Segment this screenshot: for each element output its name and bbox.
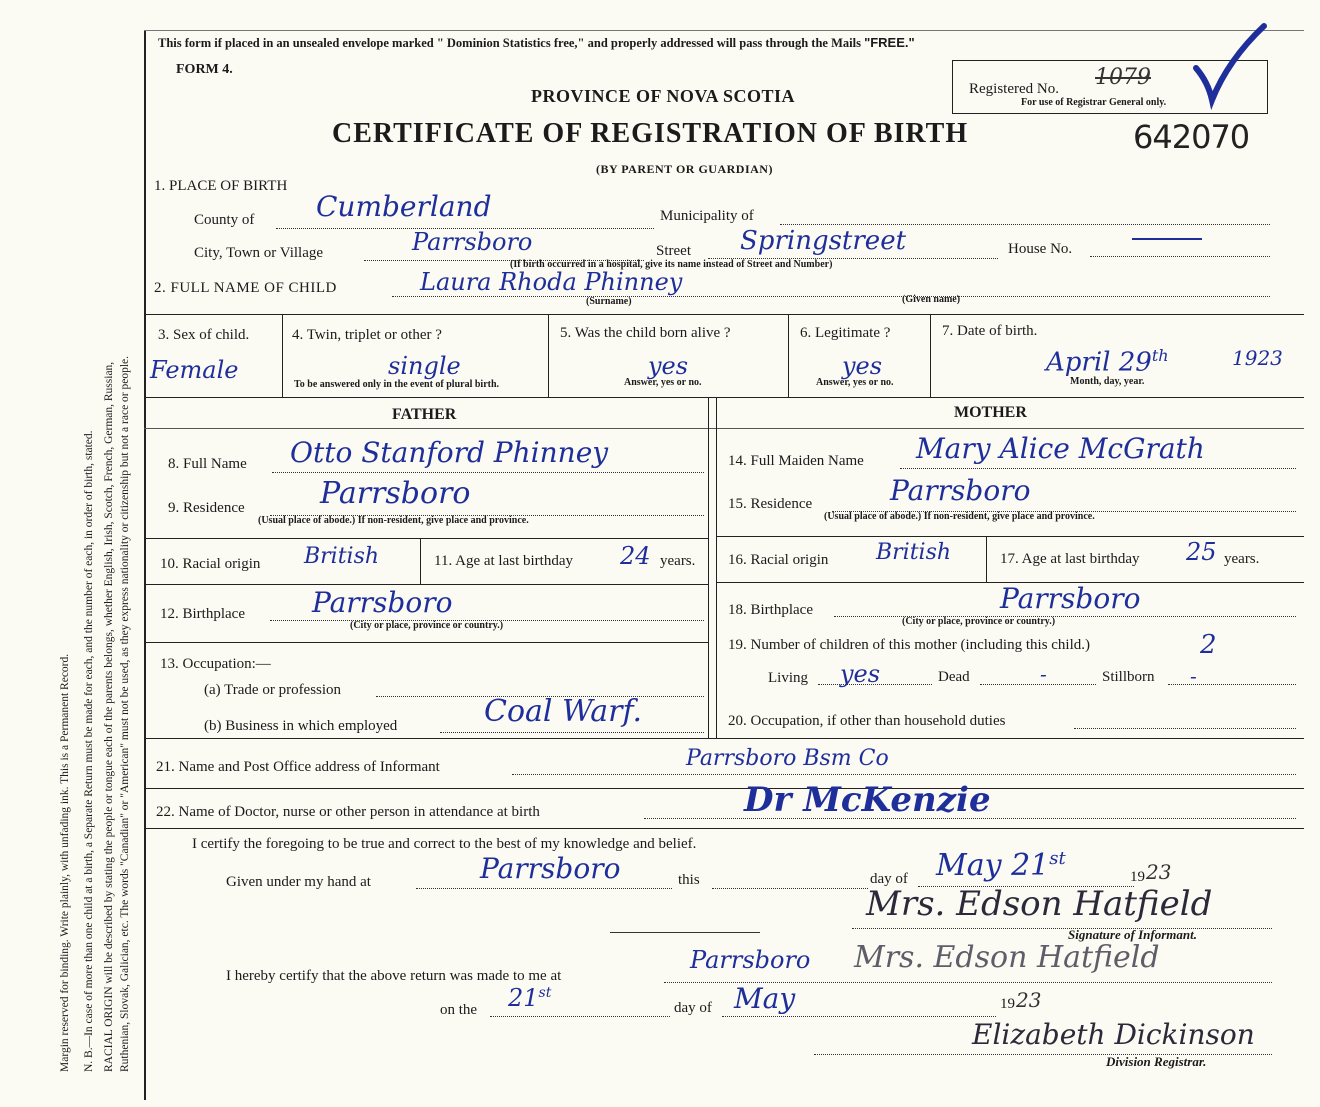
business-value: Coal Warf. [484, 694, 643, 729]
page-title: CERTIFICATE OF REGISTRATION OF BIRTH [332, 118, 969, 149]
born-alive-note: Answer, yes or no. [624, 377, 702, 388]
registrar-place-value: Parrsboro [690, 946, 811, 974]
mother-race-value: British [876, 540, 952, 565]
registrar-year-value: 23 [1016, 988, 1042, 1012]
dob-note: Month, day, year. [1070, 376, 1145, 387]
twin-label: 4. Twin, triplet or other ? [292, 327, 442, 343]
father-residence-label: 9. Residence [168, 500, 245, 516]
given-year-value: 23 [1146, 860, 1172, 884]
registrar-month-value: May [734, 982, 796, 1015]
mother-age-value: 25 [1186, 538, 1217, 566]
registered-number: 1079 [1095, 65, 1151, 90]
mother-birthplace-note: (City or place, province or country.) [902, 616, 1056, 627]
business-label: (b) Business in which employed [204, 718, 398, 734]
place-of-birth-heading: 1. PLACE OF BIRTH [154, 178, 288, 194]
born-alive-value: yes [648, 352, 689, 380]
center-divider [708, 398, 709, 738]
hospital-note: (If birth occurred in a hospital, give its name instead of Street and Number) [510, 259, 833, 270]
mother-birthplace-label: 18. Birthplace [728, 602, 813, 618]
form-number: FORM 4. [176, 62, 233, 77]
on-the-label: on the [440, 1002, 478, 1018]
house-number-label: House No. [1008, 241, 1073, 257]
margin-note-racial-origin-cont: Ruthenian, Slovak, Galician, etc. The words "Canadian" or "American" must not be used, as they express nationality or citizenship but not a race or people. [119, 355, 131, 1072]
father-race-value: British [304, 544, 380, 569]
mother-years-label: years. [1224, 551, 1260, 567]
mother-occupation-label: 20. Occupation, if other than household duties [728, 713, 1006, 729]
living-label: Living [768, 670, 808, 686]
mother-residence-label: 15. Residence [728, 496, 813, 512]
mother-age-label: 17. Age at last birthday [1000, 551, 1140, 567]
this-label: this [678, 872, 700, 888]
given-name-note: (Given name) [902, 294, 961, 305]
registrar-use-note: For use of Registrar General only. [1021, 97, 1167, 108]
day-of-label: day of [870, 871, 908, 887]
given-year-prefix: 19 [1130, 869, 1145, 885]
given-date-value: May 21st [936, 848, 1066, 883]
dob-year: 1923 [1232, 346, 1283, 370]
registrar-day-value: 21st [508, 984, 552, 1012]
city-label: City, Town or Village [194, 245, 324, 261]
top-border [144, 30, 1304, 31]
given-under-label: Given under my hand at [226, 874, 371, 890]
father-heading: FATHER [392, 406, 457, 423]
father-name-label: 8. Full Name [168, 456, 247, 472]
legitimate-label: 6. Legitimate ? [800, 325, 891, 341]
legitimate-note: Answer, yes or no. [816, 377, 894, 388]
municipality-label: Municipality of [660, 208, 754, 224]
father-age-label: 11. Age at last birthday [434, 553, 573, 569]
mail-note: This form if placed in an unsealed envelope marked " Dominion Statistics free," and properly addressed will pass through the Mails "FREE." [158, 35, 915, 50]
county-label: County of [194, 212, 255, 228]
informant-signature: Mrs. Edson Hatfield [866, 884, 1213, 924]
stillborn-value: - [1190, 664, 1197, 688]
children-count-value: 2 [1200, 630, 1217, 660]
doctor-value: Dr McKenzie [744, 780, 991, 820]
page-subtitle: (BY PARENT OR GUARDIAN) [596, 162, 773, 176]
certify-statement: I certify the foregoing to be true and correct to the best of my knowledge and belief. [192, 836, 697, 852]
dead-value: - [1040, 662, 1047, 686]
father-name-value: Otto Stanford Phinney [290, 436, 609, 469]
margin-note-binding: Margin reserved for binding. Write plainly, with unfading ink. This is a Permanent Record. [59, 653, 71, 1072]
surname-note: (Surname) [586, 296, 632, 307]
registrar-signature-label: Division Registrar. [1106, 1054, 1207, 1069]
sex-value: Female [150, 356, 239, 384]
father-occupation-label: 13. Occupation:— [160, 656, 271, 672]
legitimate-value: yes [842, 352, 883, 380]
registrar-day-of-label: day of [674, 1000, 712, 1016]
doctor-label: 22. Name of Doctor, nurse or other person in attendance at birth [156, 804, 540, 820]
margin-note-racial-origin: RACIAL ORIGIN will be described by stating the people or tongue each of the parents belongs, whether English, Irish, Scotch, French, German, Russian, [103, 361, 115, 1072]
registered-label: Registered No. [969, 81, 1059, 97]
informant-value: Parrsboro Bsm Co [686, 746, 889, 771]
given-place-value: Parrsboro [480, 852, 621, 885]
street-value: Springstreet [740, 226, 907, 256]
mother-race-label: 16. Racial origin [728, 552, 829, 568]
twin-value: single [388, 352, 461, 380]
province-heading: PROVINCE OF NOVA SCOTIA [531, 86, 796, 106]
father-years-label: years. [660, 553, 696, 569]
twin-note: To be answered only in the event of plural birth. [294, 379, 500, 390]
dead-label: Dead [938, 669, 970, 685]
informant-signature-label: Signature of Informant. [1068, 927, 1197, 942]
dob-value: April 29th [1046, 346, 1169, 378]
margin-note-multiple-births: N. B.—In case of more than one child at a birth, a Separate Return must be made for each, and the number of each, in order of birth, stated. [83, 430, 95, 1072]
county-value: Cumberland [316, 190, 492, 223]
informant-label: 21. Name and Post Office address of Informant [156, 759, 440, 775]
father-birthplace-label: 12. Birthplace [160, 606, 245, 622]
father-birthplace-value: Parrsboro [312, 586, 453, 619]
mother-name-value: Mary Alice McGrath [916, 432, 1205, 465]
mother-heading: MOTHER [954, 404, 1027, 421]
father-residence-note: (Usual place of abode.) If non-resident, give place and province. [258, 515, 529, 526]
sex-label: 3. Sex of child. [158, 327, 250, 343]
child-name-label: 2. FULL NAME OF CHILD [154, 280, 337, 296]
checkmark-icon [1190, 20, 1270, 110]
mother-name-label: 14. Full Maiden Name [728, 453, 864, 469]
mother-residence-note: (Usual place of abode.) If non-resident, give place and province. [824, 511, 1095, 522]
registrar-statement: I hereby certify that the above return was made to me at [226, 968, 562, 984]
born-alive-label: 5. Was the child born alive ? [560, 325, 731, 341]
street-label: Street [656, 243, 691, 259]
stillborn-label: Stillborn [1102, 669, 1155, 685]
father-residence-value: Parrsboro [320, 476, 471, 511]
registrar-informant-name: Mrs. Edson Hatfield [854, 940, 1160, 975]
dob-label: 7. Date of birth. [942, 323, 1038, 339]
father-birthplace-note: (City or place, province or country.) [350, 620, 504, 631]
living-value: yes [840, 660, 881, 688]
mother-residence-value: Parrsboro [890, 474, 1031, 507]
certificate-number: 642070 [1133, 118, 1250, 156]
trade-label: (a) Trade or profession [204, 682, 342, 698]
children-count-label: 19. Number of children of this mother (including this child.) [728, 637, 1091, 653]
registrar-signature: Elizabeth Dickinson [972, 1018, 1255, 1051]
city-value: Parrsboro [412, 228, 533, 256]
registrar-year-prefix: 19 [1000, 996, 1015, 1012]
mother-birthplace-value: Parrsboro [1000, 582, 1141, 615]
child-name-value: Laura Rhoda Phinney [420, 268, 683, 296]
left-border [144, 30, 146, 1100]
father-age-value: 24 [620, 542, 651, 570]
father-race-label: 10. Racial origin [160, 556, 261, 572]
